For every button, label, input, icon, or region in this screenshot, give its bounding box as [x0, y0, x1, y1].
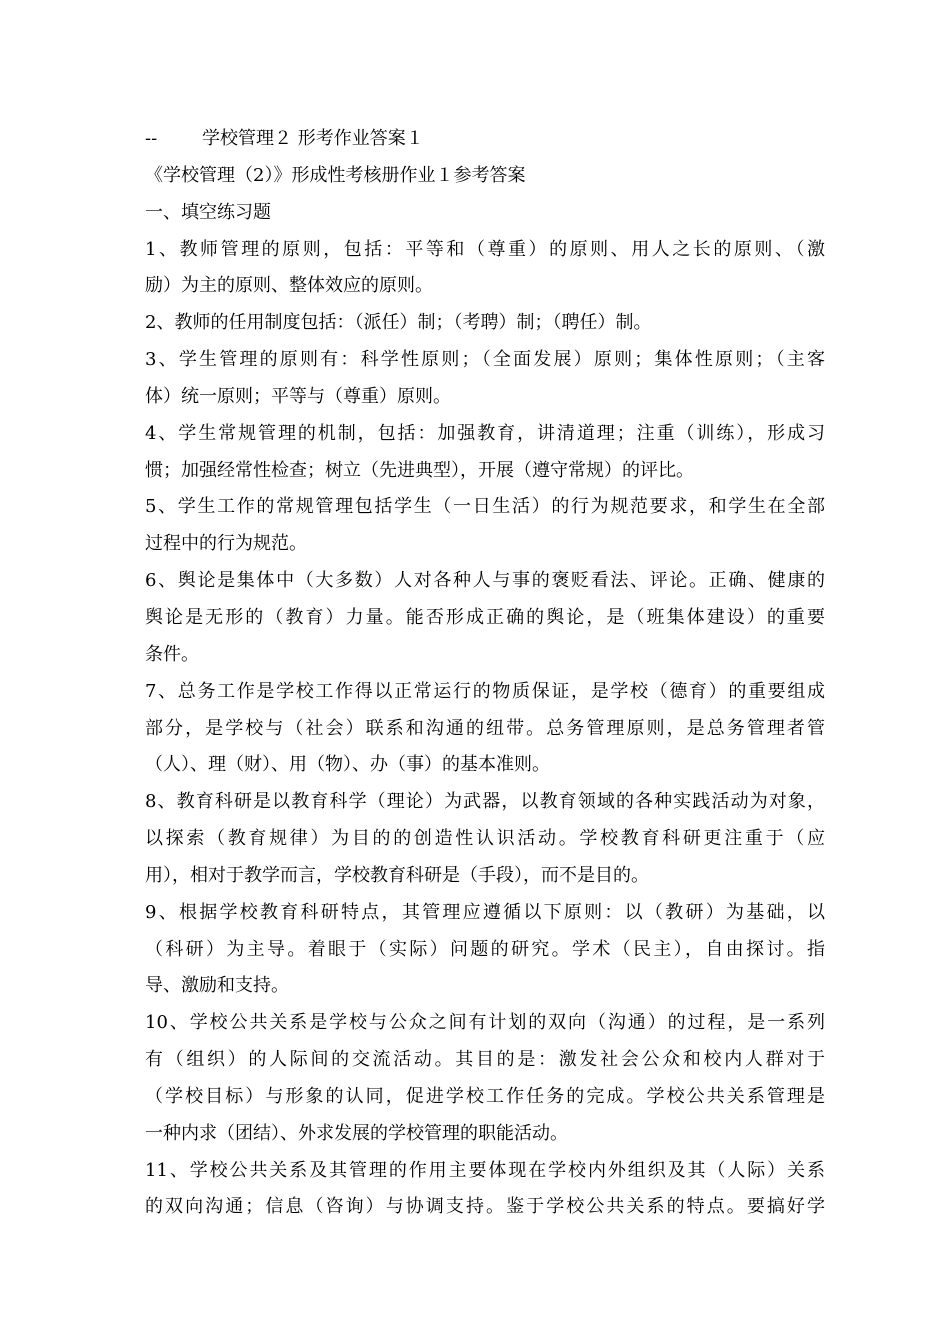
- text-line-q7-cont-1: 部分，是学校与（社会）联系和沟通的纽带。总务管理原则，是总务管理者管: [145, 717, 825, 739]
- text-line-q11: 11、学校公共关系及其管理的作用主要体现在学校内外组织及其（人际）关系: [145, 1159, 825, 1181]
- text-line-q8: 8、教育科研是以教育科学（理论）为武器，以教育领域的各种实践活动为对象，: [145, 791, 825, 813]
- text-line-q3-cont: 体）统一原则；平等与（尊重）原则。: [145, 385, 451, 407]
- text-line-q5: 5、学生工作的常规管理包括学生（一日生活）的行为规范要求，和学生在全部: [145, 496, 825, 518]
- text-line-q5-cont: 过程中的行为规范。: [145, 533, 307, 555]
- text-line-q2: 2、教师的任用制度包括：（派任）制；（考聘）制；（聘任）制。: [145, 312, 652, 334]
- text-line-q10-cont-1: 有（组织）的人际间的交流活动。其目的是：激发社会公众和校内人群对于: [145, 1049, 825, 1071]
- text-line-q11-cont: 的双向沟通；信息（咨询）与协调支持。鉴于学校公共关系的特点。要搞好学: [145, 1196, 825, 1218]
- text-line-q9: 9、根据学校教育科研特点，其管理应遵循以下原则：以（教研）为基础，以: [145, 901, 825, 923]
- text-line-q7: 7、总务工作是学校工作得以正常运行的物质保证，是学校（德育）的重要组成: [145, 680, 825, 702]
- text-line-q9-cont-2: 导、激励和支持。: [145, 975, 289, 997]
- text-line-q3: 3、学生管理的原则有：科学性原则；（全面发展）原则；集体性原则；（主客: [145, 349, 825, 371]
- text-line-q6-cont-1: 舆论是无形的（教育）力量。能否形成正确的舆论，是（班集体建设）的重要: [145, 606, 825, 628]
- document-subtitle: 《学校管理（2）》形成性考核册作业１参考答案: [145, 164, 526, 186]
- text-line-q1: 1、教师管理的原则，包括：平等和（尊重）的原则、用人之长的原则、（激: [145, 238, 825, 260]
- section-heading: 一、填空练习题: [145, 201, 271, 223]
- text-line-q9-cont-1: （科研）为主导。着眼于（实际）问题的研究。学术（民主），自由探讨。指: [145, 938, 825, 960]
- text-line-q10-cont-2: （学校目标）与形象的认同，促进学校工作任务的完成。学校公共关系管理是: [145, 1085, 825, 1107]
- text-line-q8-cont-1: 以探索（教育规律）为目的的创造性认识活动。学校教育科研更注重于（应: [145, 828, 825, 850]
- text-line-q4: 4、学生常规管理的机制，包括：加强教育，讲清道理；注重（训练），形成习: [145, 422, 825, 444]
- text-line-q6: 6、舆论是集体中（大多数）人对各种人与事的褒贬看法、评论。正确、健康的: [145, 570, 825, 592]
- text-line-q10: 10、学校公共关系是学校与公众之间有计划的双向（沟通）的过程，是一系列: [145, 1012, 825, 1034]
- text-line-q8-cont-2: 用），相对于教学而言，学校教育科研是（手段），而不是目的。: [145, 864, 649, 886]
- document-body: [145, 121, 825, 1226]
- text-line-q7-cont-2: （人）、理（财）、用（物）、办（事）的基本准则。: [145, 754, 550, 776]
- text-line-q1-cont: 励）为主的原则、整体效应的原则。: [145, 275, 433, 297]
- header-prefix: --: [145, 128, 158, 149]
- text-line-q10-cont-3: 一种内求（团结）、外求发展的学校管理的职能活动。: [145, 1122, 568, 1144]
- header-title: 学校管理２ 形考作业答案１: [202, 128, 424, 149]
- text-line-q6-cont-2: 条件。: [145, 643, 199, 665]
- text-line-q4-cont: 惯；加强经常性检查；树立（先进典型），开展（遵守常规）的评比。: [145, 459, 694, 481]
- document-header: [145, 121, 825, 158]
